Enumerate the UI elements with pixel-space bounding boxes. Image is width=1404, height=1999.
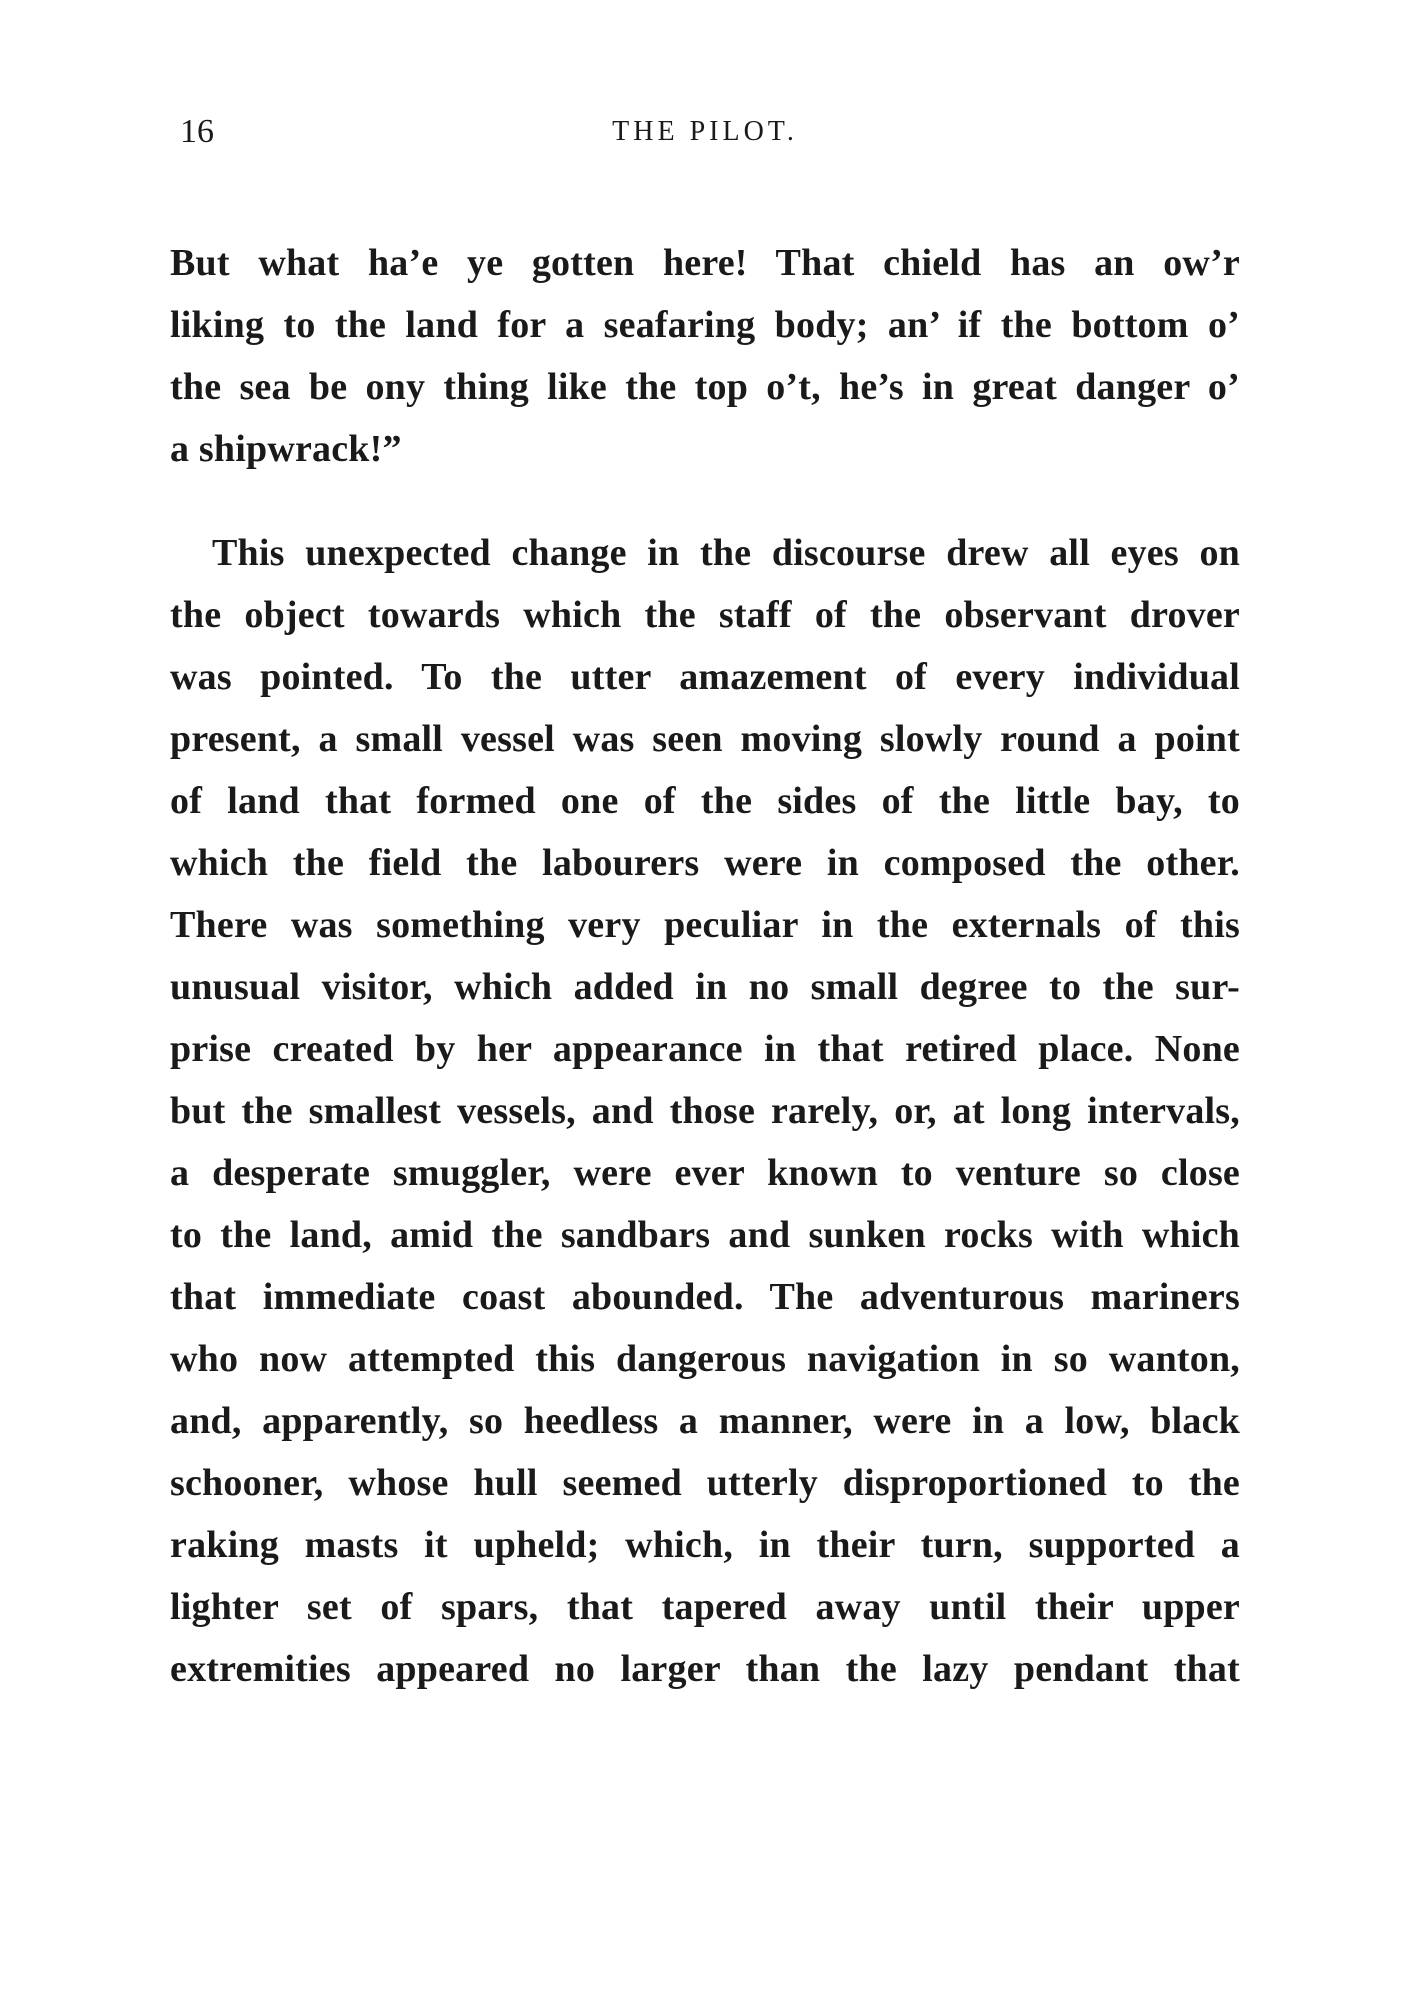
text-line: schooner, whose hull seemed utterly disproportioned to the <box>170 1462 1240 1504</box>
text-line: to the land, amid the sandbars and sunken rocks with which <box>170 1214 1240 1256</box>
running-title: THE PILOT. <box>612 116 798 147</box>
page-number: 16 <box>180 113 214 150</box>
text-line: But what ha’e ye gotten here! That chield has an ow’r <box>170 242 1240 284</box>
text-line: a desperate smuggler, were ever known to venture so close <box>170 1152 1240 1194</box>
text-line: a shipwrack!” <box>170 428 402 470</box>
text-line: There was something very peculiar in the externals of this <box>170 904 1240 946</box>
paragraph <box>170 232 1240 480</box>
page-header <box>180 112 1230 152</box>
text-line: lighter set of spars, that tapered away until their upper <box>170 1586 1240 1628</box>
text-line: present, a small vessel was seen moving slowly round a point <box>170 718 1240 760</box>
text-line: the sea be ony thing like the top o’t, he’s in great danger o’ <box>170 366 1240 408</box>
text-line: extremities appeared no larger than the lazy pendant that <box>170 1648 1240 1690</box>
text-line: liking to the land for a seafaring body; an’ if the bottom o’ <box>170 304 1240 346</box>
text-line: who now attempted this dangerous navigation in so wanton, <box>170 1338 1240 1380</box>
text-line: raking masts it upheld; which, in their turn, supported a <box>170 1524 1240 1566</box>
paragraph <box>170 522 1240 1700</box>
text-line: but the smallest vessels, and those rarely, or, at long intervals, <box>170 1090 1240 1132</box>
paragraph-gap <box>170 480 1240 522</box>
text-line: This unexpected change in the discourse drew all eyes on <box>212 532 1240 574</box>
text-line: unusual visitor, which added in no small degree to the sur- <box>170 966 1240 1008</box>
text-line: of land that formed one of the sides of the little bay, to <box>170 780 1240 822</box>
page-body <box>170 232 1240 1700</box>
text-line: prise created by her appearance in that retired place. None <box>170 1028 1240 1070</box>
text-line: which the field the labourers were in composed the other. <box>170 842 1240 884</box>
text-line: that immediate coast abounded. The adventurous mariners <box>170 1276 1240 1318</box>
text-line: was pointed. To the utter amazement of every individual <box>170 656 1240 698</box>
text-line: and, apparently, so heedless a manner, were in a low, black <box>170 1400 1240 1442</box>
text-line: the object towards which the staff of the observant drover <box>170 594 1240 636</box>
